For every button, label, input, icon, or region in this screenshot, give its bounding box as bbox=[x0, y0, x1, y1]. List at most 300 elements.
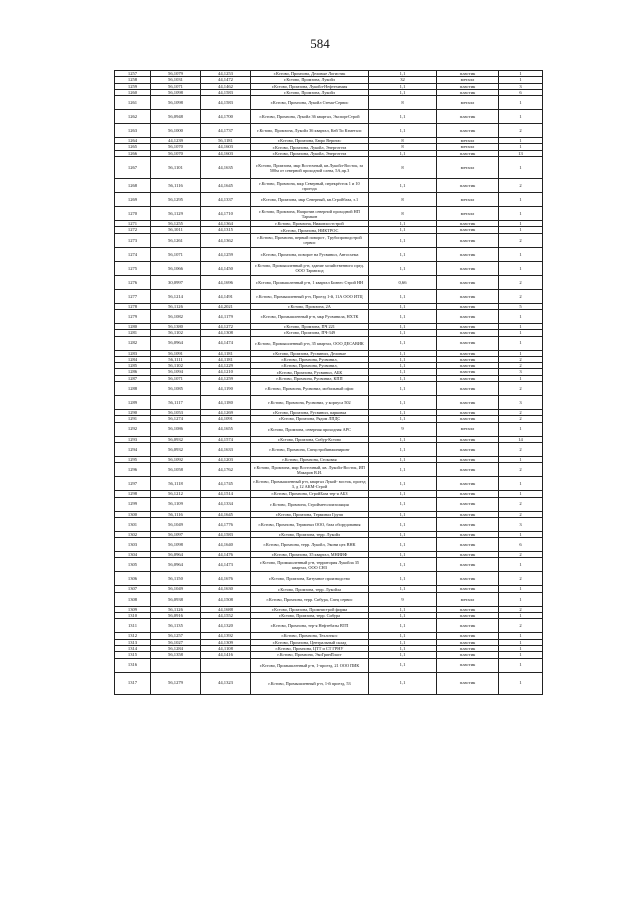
latitude-cell: 56,1066 bbox=[151, 261, 201, 275]
row-number-cell: 1258 bbox=[115, 77, 151, 83]
table-row bbox=[115, 572, 543, 586]
material-cell: пластик bbox=[437, 261, 499, 275]
address-cell: г.Кстово, Промзона, терр. Лукойл bbox=[251, 531, 369, 537]
address-cell: г.Кстово, Промзона, Сибур-Кстово bbox=[251, 436, 369, 442]
latitude-cell: 56,0964 bbox=[151, 552, 201, 558]
latitude-cell: 56,1116 bbox=[151, 179, 201, 193]
quantity-cell: 1 bbox=[499, 592, 543, 606]
quantity-cell: 2 bbox=[499, 416, 543, 422]
area-cell: 0,66 bbox=[369, 275, 437, 289]
table-row bbox=[115, 497, 543, 511]
material-cell: пластик bbox=[437, 275, 499, 289]
table-row bbox=[115, 207, 543, 221]
row-number-cell: 1306 bbox=[115, 572, 151, 586]
quantity-cell: 1 bbox=[499, 336, 543, 350]
quantity-cell: 1 bbox=[499, 558, 543, 572]
quantity-cell: 1 bbox=[499, 221, 543, 227]
longitude-cell: 44,1272 bbox=[201, 323, 251, 329]
area-cell: 9 bbox=[369, 422, 437, 436]
longitude-cell: 44,1491 bbox=[201, 289, 251, 303]
longitude-cell: 44,1180 bbox=[201, 396, 251, 410]
latitude-cell: 56,1092 bbox=[151, 456, 201, 462]
area-cell: 1,1 bbox=[369, 572, 437, 586]
material-cell: пластик bbox=[437, 652, 499, 658]
latitude-cell: 56,1255 bbox=[151, 221, 201, 227]
material-cell: пластик bbox=[437, 227, 499, 233]
material-cell: пластик bbox=[437, 247, 499, 261]
quantity-cell: 1 bbox=[499, 639, 543, 645]
quantity-cell: 2 bbox=[499, 356, 543, 362]
row-number-cell: 1257 bbox=[115, 71, 151, 77]
longitude-cell: 56,1181 bbox=[201, 138, 251, 144]
address-cell: г.Кстово, Промзона, Лукойл 36 квартал, Кей Ти Кэметалс bbox=[251, 124, 369, 138]
longitude-cell: 44,1710 bbox=[201, 207, 251, 221]
row-number-cell: 1308 bbox=[115, 592, 151, 606]
address-cell: г.Кстово, Промышленный р-н, мкр Русвинила, НХТК bbox=[251, 309, 369, 323]
longitude-cell: 44,1583 bbox=[201, 531, 251, 537]
longitude-cell: 44,1603 bbox=[201, 150, 251, 156]
quantity-cell: 1 bbox=[499, 144, 543, 150]
material-cell: пластик bbox=[437, 613, 499, 619]
row-number-cell: 1271 bbox=[115, 221, 151, 227]
area-cell: 1,1 bbox=[369, 410, 437, 416]
area-cell: 1,1 bbox=[369, 531, 437, 537]
address-cell: г.Кстово, Промзона, терр. Лукойла bbox=[251, 586, 369, 592]
row-number-cell: 1300 bbox=[115, 511, 151, 517]
quantity-cell: 2 bbox=[499, 179, 543, 193]
address-cell: г.Кстово, Промзона, 35 квартал, МНИИФ bbox=[251, 552, 369, 558]
material-cell: металл bbox=[437, 592, 499, 606]
row-number-cell: 1262 bbox=[115, 110, 151, 124]
address-cell: г.Кстово, Промзона, поворот на Русвинил, Автосхема bbox=[251, 247, 369, 261]
latitude-cell: 56,1111 bbox=[151, 356, 201, 362]
row-number-cell: 1298 bbox=[115, 491, 151, 497]
row-number-cell: 1297 bbox=[115, 477, 151, 491]
address-cell: г.Кстово, Промзона, Русвинил, КПП bbox=[251, 375, 369, 381]
address-cell: г.Кстово, Промзона, Лукойл bbox=[251, 77, 369, 83]
address-cell: г.Кстово, Промзона, Лукойл Стема-Сервис bbox=[251, 96, 369, 110]
latitude-cell: 56,1098 bbox=[151, 96, 201, 110]
table-row bbox=[115, 193, 543, 207]
latitude-cell: 56,1358 bbox=[151, 652, 201, 658]
material-cell: металл bbox=[437, 193, 499, 207]
table-row bbox=[115, 658, 543, 672]
row-number-cell: 1282 bbox=[115, 336, 151, 350]
latitude-cell: 56,1214 bbox=[151, 289, 201, 303]
quantity-cell: 1 bbox=[499, 309, 543, 323]
address-cell: г.Кстово, Промзона, Русвинил, мобильный офис bbox=[251, 382, 369, 396]
area-cell: 1,1 bbox=[369, 309, 437, 323]
material-cell: пластик bbox=[437, 416, 499, 422]
area-cell: 1,1 bbox=[369, 613, 437, 619]
latitude-cell: 56,1085 bbox=[151, 382, 201, 396]
longitude-cell: 44,1259 bbox=[201, 247, 251, 261]
address-cell: г.Кстово, Промзона, Русвинил, у корпуса 502 bbox=[251, 396, 369, 410]
area-cell: 1,1 bbox=[369, 323, 437, 329]
address-cell: г.Кстово, Промзона, мкр Восточный, кв. Лукойл-Восток, ИП Макаров В.И. bbox=[251, 463, 369, 477]
quantity-cell: 1 bbox=[499, 633, 543, 639]
page-number: 584 bbox=[310, 36, 330, 51]
table-row bbox=[115, 538, 543, 552]
area-cell: 1,1 bbox=[369, 124, 437, 138]
area-cell: 1,1 bbox=[369, 672, 437, 694]
material-cell: металл bbox=[437, 96, 499, 110]
address-cell: г.Кстово, Промышленный р-н, территория Лукойла 35 квартал, ООО СНЗ bbox=[251, 558, 369, 572]
longitude-cell: 44,1508 bbox=[201, 592, 251, 606]
address-cell: г.Кстово, Промзона, терр. Сибура, Спец сервис bbox=[251, 592, 369, 606]
material-cell: пластик bbox=[437, 436, 499, 442]
row-number-cell: 1287 bbox=[115, 375, 151, 381]
table-row bbox=[115, 124, 543, 138]
material-cell: пластик bbox=[437, 517, 499, 531]
longitude-cell: 44,1179 bbox=[201, 309, 251, 323]
quantity-cell: 1 bbox=[499, 491, 543, 497]
material-cell: пластик bbox=[437, 456, 499, 462]
address-cell: г.Кстово, Промзона, Терминал ООО, база оборудования bbox=[251, 517, 369, 531]
row-number-cell: 1310 bbox=[115, 613, 151, 619]
material-cell: пластик bbox=[437, 491, 499, 497]
longitude-cell: 44,1323 bbox=[201, 672, 251, 694]
row-number-cell: 1268 bbox=[115, 179, 151, 193]
material-cell: пластик bbox=[437, 658, 499, 672]
area-cell: 1,1 bbox=[369, 396, 437, 410]
area-cell: 1,1 bbox=[369, 538, 437, 552]
material-cell: пластик bbox=[437, 497, 499, 511]
table-row bbox=[115, 179, 543, 193]
table-row bbox=[115, 382, 543, 396]
address-cell: г.Кстово, Промзона, первый поворот , Трубопроводстрой сервис bbox=[251, 233, 369, 247]
area-cell: 1,1 bbox=[369, 336, 437, 350]
latitude-cell: 56,1212 bbox=[151, 491, 201, 497]
latitude-cell: 56,1380 bbox=[151, 323, 201, 329]
area-cell: 1,1 bbox=[369, 71, 437, 77]
area-cell: 1,1 bbox=[369, 375, 437, 381]
longitude-cell: 44,1676 bbox=[201, 572, 251, 586]
latitude-cell: 56,0964 bbox=[151, 336, 201, 350]
address-cell: г.Кстово, Промзона, ЦТТ и СТ ГРНУ bbox=[251, 645, 369, 651]
row-number-cell: 1291 bbox=[115, 416, 151, 422]
area-cell: 1,1 bbox=[369, 633, 437, 639]
latitude-cell: 56,1071 bbox=[151, 83, 201, 89]
address-cell: г.Кстово, Промзона, Техлоткос bbox=[251, 633, 369, 639]
longitude-cell: 44,1552 bbox=[201, 613, 251, 619]
longitude-cell: 44,1334 bbox=[201, 497, 251, 511]
material-cell: пластик bbox=[437, 83, 499, 89]
quantity-cell: 1 bbox=[499, 375, 543, 381]
quantity-cell: 2 bbox=[499, 552, 543, 558]
area-cell: 8 bbox=[369, 193, 437, 207]
quantity-cell: 1 bbox=[499, 157, 543, 179]
table-row bbox=[115, 477, 543, 491]
row-number-cell: 1274 bbox=[115, 247, 151, 261]
address-cell: г.Кстово, Промзона, Битумное производство bbox=[251, 572, 369, 586]
material-cell: пластик bbox=[437, 71, 499, 77]
area-cell: 1,1 bbox=[369, 83, 437, 89]
area-cell: 1,1 bbox=[369, 645, 437, 651]
longitude-cell: 44,1229 bbox=[201, 363, 251, 369]
address-cell: г.Кстово, Промзона, мкр Северный, перекрёсток 1 и 10 проезда bbox=[251, 179, 369, 193]
latitude-cell: 56,1097 bbox=[151, 531, 201, 537]
longitude-cell: 44,1416 bbox=[201, 652, 251, 658]
area-cell: 1,1 bbox=[369, 497, 437, 511]
latitude-cell: 56,0932 bbox=[151, 442, 201, 456]
row-number-cell: 1285 bbox=[115, 363, 151, 369]
area-cell: 1,1 bbox=[369, 363, 437, 369]
table-row bbox=[115, 233, 543, 247]
area-cell: 1,1 bbox=[369, 517, 437, 531]
table-row bbox=[115, 247, 543, 261]
area-cell: 9 bbox=[369, 592, 437, 606]
latitude-cell: 56,1117 bbox=[151, 396, 201, 410]
row-number-cell: 1278 bbox=[115, 303, 151, 309]
area-cell: 1,1 bbox=[369, 511, 437, 517]
quantity-cell: 1 bbox=[499, 477, 543, 491]
area-cell: 1,1 bbox=[369, 369, 437, 375]
longitude-cell: 44,1630 bbox=[201, 586, 251, 592]
address-cell: г.Кстово, Промышленный р-н, 35 квартал, ООО ДЕСАВИК bbox=[251, 336, 369, 350]
longitude-cell: 44,1364 bbox=[201, 221, 251, 227]
area-cell: 1,1 bbox=[369, 416, 437, 422]
longitude-cell: 44,1762 bbox=[201, 463, 251, 477]
latitude-cell: 56,1135 bbox=[151, 619, 201, 633]
latitude-cell: 56,1101 bbox=[151, 157, 201, 179]
quantity-cell: 1 bbox=[499, 193, 543, 207]
address-cell: г.Кстово, Промзона, Лукойл, Энерготэта bbox=[251, 144, 369, 150]
table-row bbox=[115, 672, 543, 694]
area-cell: 1,1 bbox=[369, 356, 437, 362]
latitude-cell: 56,1129 bbox=[151, 207, 201, 221]
latitude-cell: 56,1031 bbox=[151, 77, 201, 83]
row-number-cell: 1305 bbox=[115, 558, 151, 572]
quantity-cell: 3 bbox=[499, 369, 543, 375]
longitude-cell: 44,1696 bbox=[201, 275, 251, 289]
address-cell: г.Кстово, Промзона, Русвинил, парковка bbox=[251, 410, 369, 416]
longitude-cell: 44,1108 bbox=[201, 645, 251, 651]
row-number-cell: 1292 bbox=[115, 422, 151, 436]
row-number-cell: 1272 bbox=[115, 227, 151, 233]
area-cell: 1,1 bbox=[369, 586, 437, 592]
longitude-cell: 44,1645 bbox=[201, 511, 251, 517]
material-cell: пластик bbox=[437, 538, 499, 552]
address-cell: г.Кстово, Промзона, ПЧ-349 bbox=[251, 330, 369, 336]
material-cell: металл bbox=[437, 77, 499, 83]
latitude-cell: 56,1118 bbox=[151, 477, 201, 491]
quantity-cell: 2 bbox=[499, 410, 543, 416]
latitude-cell: 56,1109 bbox=[151, 497, 201, 511]
row-number-cell: 1260 bbox=[115, 89, 151, 95]
material-cell: пластик bbox=[437, 369, 499, 375]
material-cell: пластик bbox=[437, 410, 499, 416]
address-cell: г.Кстово, Промзона, ЭкоГринПласт bbox=[251, 652, 369, 658]
material-cell: пластик bbox=[437, 672, 499, 694]
table-row bbox=[115, 261, 543, 275]
address-cell: г.Кстово, Промзона, ПЧ 221 bbox=[251, 323, 369, 329]
quantity-cell: 1 bbox=[499, 672, 543, 694]
address-cell: г.Кстово, Промышленный р-н, Проезд 1-й, 11А ООО ИТЦ bbox=[251, 289, 369, 303]
address-cell: г.Кстово, Промзона, Центральный склад bbox=[251, 639, 369, 645]
quantity-cell: 1 bbox=[499, 652, 543, 658]
longitude-cell: 44,1655 bbox=[201, 422, 251, 436]
longitude-cell: 44,1737 bbox=[201, 124, 251, 138]
row-number-cell: 1316 bbox=[115, 658, 151, 672]
area-cell: 1,1 bbox=[369, 179, 437, 193]
latitude-cell: 56,1070 bbox=[151, 150, 201, 156]
table-row bbox=[115, 336, 543, 350]
row-number-cell: 1276 bbox=[115, 275, 151, 289]
quantity-cell: 1 bbox=[499, 586, 543, 592]
table-row bbox=[115, 592, 543, 606]
row-number-cell: 1288 bbox=[115, 382, 151, 396]
row-number-cell: 1275 bbox=[115, 261, 151, 275]
row-number-cell: 1270 bbox=[115, 207, 151, 221]
material-cell: пластик bbox=[437, 396, 499, 410]
quantity-cell: 2 bbox=[499, 463, 543, 477]
material-cell: пластик bbox=[437, 619, 499, 633]
material-cell: пластик bbox=[437, 586, 499, 592]
table-row bbox=[115, 463, 543, 477]
longitude-cell: 44,1700 bbox=[201, 110, 251, 124]
row-number-cell: 1301 bbox=[115, 517, 151, 531]
table-row bbox=[115, 619, 543, 633]
area-cell: 1,1 bbox=[369, 330, 437, 336]
longitude-cell: 44,1203 bbox=[201, 456, 251, 462]
quantity-cell: 1 bbox=[499, 350, 543, 356]
row-number-cell: 1295 bbox=[115, 456, 151, 462]
latitude-cell: 56,0948 bbox=[151, 110, 201, 124]
quantity-cell: 2 bbox=[499, 275, 543, 289]
area-cell: 1,1 bbox=[369, 639, 437, 645]
longitude-cell: 44,1210 bbox=[201, 369, 251, 375]
material-cell: пластик bbox=[437, 309, 499, 323]
area-cell: 1,1 bbox=[369, 652, 437, 658]
longitude-cell: 44,1476 bbox=[201, 552, 251, 558]
address-cell: г.Кстово, Промышленный р-н, 1-й проезд, 53 bbox=[251, 672, 369, 694]
address-cell: г.Кстово, Промзона, Лукойл bbox=[251, 89, 369, 95]
area-cell: 1,1 bbox=[369, 558, 437, 572]
material-cell: пластик bbox=[437, 511, 499, 517]
longitude-cell: 44,1583 bbox=[201, 96, 251, 110]
longitude-cell: 44,1392 bbox=[201, 633, 251, 639]
quantity-cell: 2 bbox=[499, 511, 543, 517]
latitude-cell: 56,1261 bbox=[151, 233, 201, 247]
latitude-cell: 44,1239 bbox=[151, 138, 201, 144]
table-row bbox=[115, 422, 543, 436]
material-cell: металл bbox=[437, 157, 499, 179]
row-number-cell: 1304 bbox=[115, 552, 151, 558]
quantity-cell: 2 bbox=[499, 442, 543, 456]
row-number-cell: 1264 bbox=[115, 138, 151, 144]
area-cell: 1,1 bbox=[369, 261, 437, 275]
longitude-cell: 44,1190 bbox=[201, 382, 251, 396]
table-row bbox=[115, 110, 543, 124]
area-cell: 8 bbox=[369, 157, 437, 179]
table-row bbox=[115, 558, 543, 572]
area-cell: 8 bbox=[369, 144, 437, 150]
quantity-cell: 2 bbox=[499, 606, 543, 612]
quantity-cell: 1 bbox=[499, 110, 543, 124]
latitude-cell: 30,0997 bbox=[151, 275, 201, 289]
area-cell: 8 bbox=[369, 96, 437, 110]
latitude-cell: 56,0938 bbox=[151, 592, 201, 606]
quantity-cell: 1 bbox=[499, 227, 543, 233]
address-cell: г.Кстово, Промзона, Спецстройинжиниринг bbox=[251, 442, 369, 456]
address-cell: г.Кстово, Промзона, НИКТРОС bbox=[251, 227, 369, 233]
row-number-cell: 1309 bbox=[115, 606, 151, 612]
latitude-cell: 56,1053 bbox=[151, 410, 201, 416]
material-cell: пластик bbox=[437, 552, 499, 558]
longitude-cell: 44,1745 bbox=[201, 477, 251, 491]
quantity-cell: 1 bbox=[499, 531, 543, 537]
latitude-cell: 56,1295 bbox=[151, 193, 201, 207]
area-cell: 1,1 bbox=[369, 606, 437, 612]
row-number-cell: 1273 bbox=[115, 233, 151, 247]
row-number-cell: 1311 bbox=[115, 619, 151, 633]
address-cell: г.Кстово, Промзона, 2А bbox=[251, 303, 369, 309]
address-cell: г.Кстово, Промзона, Промнистрой фирма bbox=[251, 606, 369, 612]
row-number-cell: 1293 bbox=[115, 436, 151, 442]
row-number-cell: 1303 bbox=[115, 538, 151, 552]
address-cell: г.Кстово, Промзона, Лукойл-Нефтехимия bbox=[251, 83, 369, 89]
address-cell: г.Кстово, Промзона, терр. Лукойл, Экони цех ВНК bbox=[251, 538, 369, 552]
quantity-cell: 1 bbox=[499, 207, 543, 221]
quantity-cell: 2 bbox=[499, 497, 543, 511]
table-row bbox=[115, 157, 543, 179]
quantity-cell: 13 bbox=[499, 150, 543, 156]
longitude-cell: 44,1635 bbox=[201, 157, 251, 179]
quantity-cell: 2 bbox=[499, 572, 543, 586]
row-number-cell: 1302 bbox=[115, 531, 151, 537]
area-cell: 1,1 bbox=[369, 463, 437, 477]
material-cell: пластик bbox=[437, 531, 499, 537]
quantity-cell: 1 bbox=[499, 261, 543, 275]
latitude-cell: 56,1079 bbox=[151, 71, 201, 77]
row-number-cell: 1296 bbox=[115, 463, 151, 477]
address-cell: г.Кстово, Промзона, терр. Сибура bbox=[251, 613, 369, 619]
area-cell: 1,1 bbox=[369, 619, 437, 633]
address-cell: г.Кстово, Промзона, Лукойл, Энерготэта bbox=[251, 150, 369, 156]
latitude-cell: 56,1279 bbox=[151, 672, 201, 694]
longitude-cell: 44,1776 bbox=[201, 517, 251, 531]
row-number-cell: 1281 bbox=[115, 330, 151, 336]
material-cell: пластик bbox=[437, 221, 499, 227]
material-cell: пластик bbox=[437, 89, 499, 95]
area-cell: 1,1 bbox=[369, 89, 437, 95]
address-cell: г.Кстово, Промышленный р-н, здание хозяйственного пред. ООО Тармпход bbox=[251, 261, 369, 275]
longitude-cell: 44,1309 bbox=[201, 639, 251, 645]
quantity-cell: 1 bbox=[499, 422, 543, 436]
row-number-cell: 1289 bbox=[115, 396, 151, 410]
longitude-cell: 44,1308 bbox=[201, 330, 251, 336]
material-cell: пластик bbox=[437, 350, 499, 356]
table-row bbox=[115, 289, 543, 303]
latitude-cell: 56,1257 bbox=[151, 633, 201, 639]
container-sites-table bbox=[114, 70, 543, 695]
row-number-cell: 1261 bbox=[115, 96, 151, 110]
area-cell: 1,1 bbox=[369, 233, 437, 247]
row-number-cell: 1279 bbox=[115, 309, 151, 323]
latitude-cell: 56,1091 bbox=[151, 350, 201, 356]
area-cell: 1,1 bbox=[369, 658, 437, 672]
longitude-cell: 44,1688 bbox=[201, 606, 251, 612]
row-number-cell: 1284 bbox=[115, 356, 151, 362]
latitude-cell: 56,1102 bbox=[151, 363, 201, 369]
row-number-cell: 1267 bbox=[115, 157, 151, 179]
area-cell: 1,1 bbox=[369, 227, 437, 233]
latitude-cell: 56,1049 bbox=[151, 517, 201, 531]
row-number-cell: 1317 bbox=[115, 672, 151, 694]
latitude-cell: 56,1086 bbox=[151, 422, 201, 436]
longitude-cell: 44,1633 bbox=[201, 442, 251, 456]
